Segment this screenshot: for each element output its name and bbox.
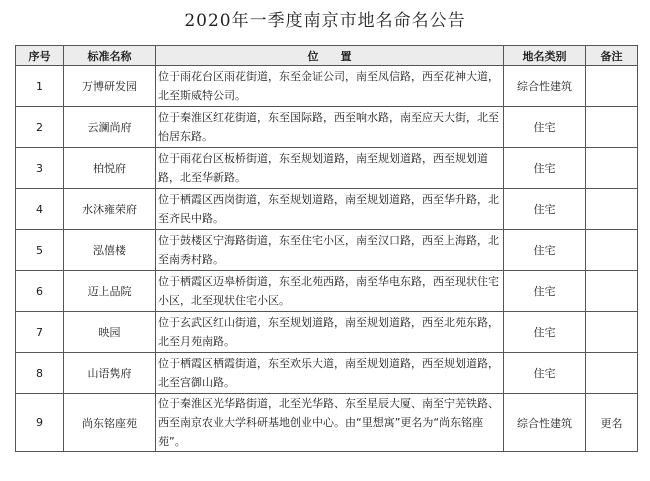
cell-place-category: 综合性建筑 <box>504 394 586 452</box>
cell-remarks <box>586 66 638 107</box>
cell-location: 位于栖霞区栖霞街道，东至欢乐大道，南至规划道路，西至规划道路，北至宫御山路。 <box>156 353 504 394</box>
cell-place-category: 住宅 <box>504 312 586 353</box>
cell-place-category: 综合性建筑 <box>504 66 586 107</box>
cell-standard-name: 万博研发园 <box>64 66 156 107</box>
cell-serial-number: 7 <box>16 312 64 353</box>
cell-place-category: 住宅 <box>504 230 586 271</box>
cell-location: 位于雨花台区雨花街道，东至金证公司，南至凤信路，西至花神大道，北至斯威特公司。 <box>156 66 504 107</box>
table-row <box>16 353 638 394</box>
cell-remarks <box>586 312 638 353</box>
cell-remarks <box>586 353 638 394</box>
header-standard-name: 标准名称 <box>64 46 156 66</box>
document-title: 2020年一季度南京市地名命名公告 <box>184 11 466 31</box>
table-row <box>16 271 638 312</box>
header-remarks: 备注 <box>586 46 638 66</box>
cell-remarks: 更名 <box>586 394 638 452</box>
cell-remarks <box>586 148 638 189</box>
cell-remarks <box>586 271 638 312</box>
cell-place-category: 住宅 <box>504 353 586 394</box>
cell-place-category: 住宅 <box>504 189 586 230</box>
cell-serial-number: 2 <box>16 107 64 148</box>
cell-location: 位于玄武区红山街道，东至规划道路，南至规划道路，西至北苑东路，北至月苑南路。 <box>156 312 504 353</box>
table-row <box>16 230 638 271</box>
cell-location: 位于栖霞区西岗街道，东至规划道路，南至规划道路，西至华升路，北至齐民中路。 <box>156 189 504 230</box>
cell-serial-number: 1 <box>16 66 64 107</box>
cell-serial-number: 3 <box>16 148 64 189</box>
table-row <box>16 107 638 148</box>
table-row <box>16 66 638 107</box>
table-row <box>16 189 638 230</box>
place-name-table <box>15 45 638 452</box>
cell-standard-name: 云澜尚府 <box>64 107 156 148</box>
cell-serial-number: 5 <box>16 230 64 271</box>
cell-place-category: 住宅 <box>504 271 586 312</box>
cell-location: 位于秦淮区光华路街道，北至光华路、东至星辰大厦、南至宁芜铁路、西至南京农业大学科研基地创业中心。由“里想寓”更名为“尚东铭座苑”。 <box>156 394 504 452</box>
cell-location: 位于秦淮区红花街道，东至国际路，西至响水路，南至应天大街，北至怡居东路。 <box>156 107 504 148</box>
table-row <box>16 312 638 353</box>
cell-location: 位于鼓楼区宁海路街道，东至住宅小区，南至汉口路，西至上海路，北至南秀村路。 <box>156 230 504 271</box>
cell-standard-name: 尚东铭座苑 <box>64 394 156 452</box>
cell-location: 位于雨花台区板桥街道，东至规划道路，南至规划道路，西至规划道路，北至华新路。 <box>156 148 504 189</box>
table-row <box>16 394 638 452</box>
cell-standard-name: 迈上品院 <box>64 271 156 312</box>
cell-remarks <box>586 189 638 230</box>
cell-remarks <box>586 107 638 148</box>
cell-standard-name: 山语隽府 <box>64 353 156 394</box>
header-location: 位 置 <box>156 46 504 66</box>
cell-place-category: 住宅 <box>504 148 586 189</box>
cell-standard-name: 泓僖楼 <box>64 230 156 271</box>
cell-standard-name: 水沐雍荣府 <box>64 189 156 230</box>
cell-serial-number: 4 <box>16 189 64 230</box>
table-header-row <box>16 46 638 66</box>
cell-serial-number: 8 <box>16 353 64 394</box>
table-row <box>16 148 638 189</box>
header-place-category: 地名类别 <box>504 46 586 66</box>
cell-standard-name: 柏悦府 <box>64 148 156 189</box>
cell-standard-name: 映园 <box>64 312 156 353</box>
header-serial-number: 序号 <box>16 46 64 66</box>
cell-place-category: 住宅 <box>504 107 586 148</box>
cell-serial-number: 9 <box>16 394 64 452</box>
cell-serial-number: 6 <box>16 271 64 312</box>
cell-location: 位于栖霞区迈皋桥街道，东至北苑西路，南至华电东路，西至现状住宅小区，北至现状住宅小区。 <box>156 271 504 312</box>
cell-remarks <box>586 230 638 271</box>
